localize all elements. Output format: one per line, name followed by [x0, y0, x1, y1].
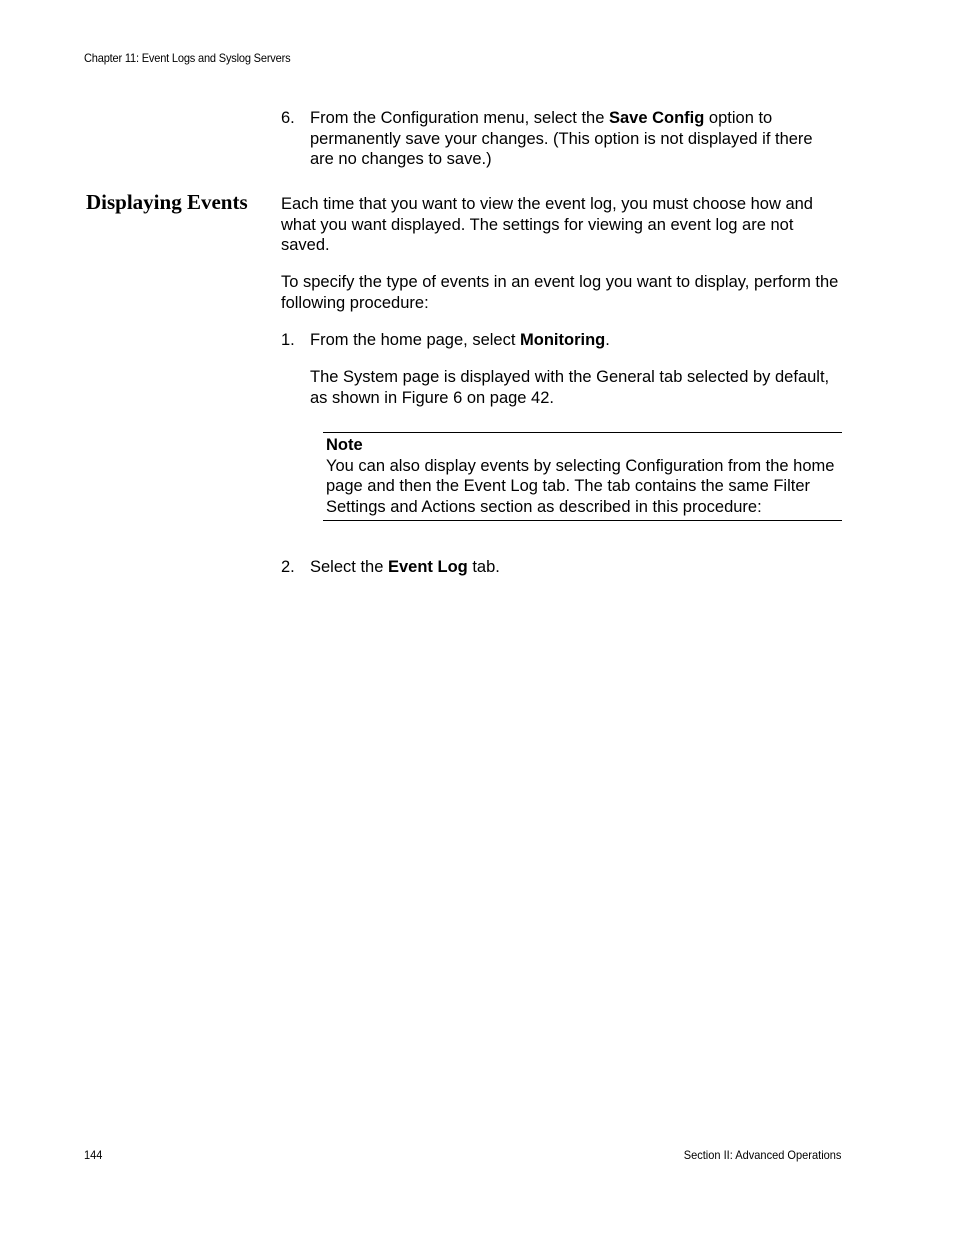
intro-paragraph: Each time that you want to view the event log, you must choose how and what you want displayed. The settings for viewing an event log are not saved. — [281, 195, 813, 254]
step-text-prefix: From the home page, select — [310, 331, 521, 349]
footer-section-title: Section II: Advanced Operations — [683, 1148, 841, 1162]
step-text-suffix: tab. — [467, 558, 500, 576]
step-1-result: The System page is displayed with the General tab selected by default, as shown in Figure 6 on page 42. — [310, 368, 830, 407]
step-text-suffix: option to permanently save your changes. (This option is not displayed if there are no changes to save.) — [310, 109, 813, 168]
section-heading: Displaying Events — [86, 190, 248, 214]
running-header: Chapter 11: Event Logs and Syslog Servers — [84, 51, 291, 65]
step-number: 6. — [281, 109, 295, 127]
note-title: Note — [326, 436, 363, 454]
step-text-prefix: Select the — [310, 558, 388, 576]
procedure-intro-paragraph: To specify the type of events in an event log you want to display, perform the following procedure: — [281, 273, 839, 312]
step-text — [310, 330, 841, 351]
note-text: You can also display events by selecting Configuration from the home page and then the Event Log tab. The tab contains the same Filter Settings and Actions section as described in this procedure: — [326, 456, 835, 516]
step-text-bold: Save Config — [608, 109, 705, 127]
step-text-bold: Event Log — [387, 558, 468, 576]
note-box — [323, 432, 842, 521]
step-text-prefix: From the Configuration menu, select the — [310, 109, 609, 127]
step-number: 1. — [281, 331, 295, 349]
step-text — [310, 108, 841, 170]
step-text-suffix: . — [605, 331, 610, 349]
page-number: 144 — [84, 1148, 103, 1162]
step-text — [310, 557, 841, 578]
step-number: 2. — [281, 558, 295, 576]
step-text-bold: Monitoring — [520, 331, 606, 349]
